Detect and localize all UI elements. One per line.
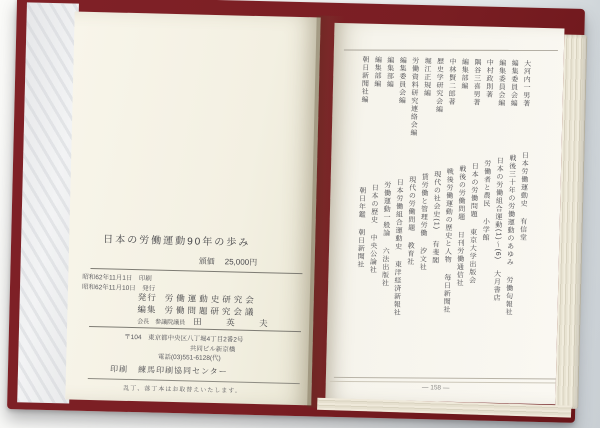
entry-author: 編集委員会編 bbox=[497, 58, 506, 108]
entry-publisher: 東洋経済新報社 bbox=[393, 260, 402, 317]
entry-publisher: 大月書店 bbox=[492, 269, 501, 303]
printer-label: 印刷 bbox=[109, 364, 129, 374]
bibliography-page bbox=[325, 23, 564, 405]
address-line: 〒104 東京都中央区八丁堀4丁目2番2号 bbox=[124, 333, 244, 344]
publisher-label: 発行 bbox=[137, 292, 157, 303]
entry-author: 隅谷三喜男著 bbox=[472, 58, 481, 107]
entry-title: 現代の労働問題 bbox=[407, 175, 416, 232]
printer-value: 練馬印刷協同センター bbox=[137, 365, 228, 377]
entry-publisher: 小学館 bbox=[481, 217, 490, 242]
print-dates bbox=[82, 273, 156, 295]
entry-author: 中村政則著 bbox=[485, 58, 494, 99]
open-book bbox=[7, 0, 585, 423]
entry-title: 労働運動一般論 bbox=[382, 181, 391, 238]
entry-author: 堀江正規編 bbox=[423, 57, 432, 98]
entry-title: 戦後の労働問題 bbox=[457, 164, 466, 222]
entry-author: 編集部編 bbox=[386, 56, 394, 89]
page-edge-line bbox=[330, 381, 560, 384]
entry-author: 労働資料研究連絡会編 bbox=[409, 56, 419, 137]
entry-title: 朝日年鑑 bbox=[358, 186, 366, 219]
price-line bbox=[199, 256, 258, 268]
entry-title: 賃労働と管理労働 bbox=[419, 173, 429, 238]
page-top-rule bbox=[344, 50, 558, 51]
phone-line: 電話(03)551-6128(代) bbox=[157, 353, 221, 363]
entry-author: 大河内一男著 bbox=[522, 59, 531, 108]
entry-title: 日本の歴史 bbox=[370, 183, 379, 224]
entry-publisher: 中央公論社 bbox=[369, 233, 378, 274]
entry-publisher: 毎日新聞社 bbox=[442, 273, 451, 314]
colophon-page bbox=[65, 12, 320, 406]
page-number: ― 158 ― bbox=[421, 384, 450, 392]
issued-date: 昭和62年11月10日 発行 bbox=[81, 283, 156, 293]
entry-author: 中林賢二郎著 bbox=[447, 57, 457, 106]
chairman-label: 会長 参議院議員 bbox=[137, 319, 186, 327]
entry-publisher: 日刊労働通信社 bbox=[455, 230, 465, 288]
chairman-name: 田 英 夫 bbox=[193, 316, 276, 329]
publisher-block bbox=[137, 292, 276, 332]
entry-publisher: 教育社 bbox=[406, 241, 415, 266]
book-title: 日本の労働運動90年の歩み bbox=[103, 234, 251, 249]
entry-title: 労働者と農民 bbox=[482, 159, 491, 208]
entry-publisher: 労働旬報社 bbox=[505, 276, 513, 317]
publisher-value: 労働運動史研究会 bbox=[164, 292, 257, 306]
editor-label: 編集 bbox=[137, 303, 157, 315]
address-building: 共同ビル新京橋 bbox=[189, 344, 236, 354]
entry-title: 日本の労働問題 bbox=[470, 162, 479, 219]
printed-date: 昭和62年11月1日 印刷 bbox=[82, 273, 152, 283]
entry-title: 現代の社会史(1) bbox=[432, 170, 441, 231]
entry-publisher: 六法出版社 bbox=[381, 247, 390, 288]
price-label: 頒価 bbox=[198, 256, 215, 267]
entry-author: 編集部編 bbox=[460, 57, 469, 91]
editor-value: 労働問題研究会議 bbox=[164, 304, 257, 317]
replacement-note: 乱丁、落丁本はお取替えいたします。 bbox=[123, 385, 242, 395]
printer-line bbox=[110, 364, 228, 378]
entry-author: 歴史学研究会編 bbox=[435, 57, 444, 114]
entry-title: 日本の労働組合運動(1)〜(6) bbox=[493, 156, 504, 261]
entry-author: 朝日新聞社編 bbox=[360, 55, 370, 104]
entry-title: 戦後労働運動の歴史と人物 bbox=[444, 167, 454, 264]
entry-publisher: 汐文社 bbox=[419, 247, 427, 272]
price-value: 25,000円 bbox=[224, 257, 258, 268]
entry-title: 日本労働組合運動史 bbox=[394, 178, 404, 251]
entry-title: 日本労働運動史 bbox=[520, 151, 529, 208]
address-block bbox=[66, 331, 301, 365]
entry-publisher: 有信堂 bbox=[519, 217, 527, 242]
entry-author: 編集委員会編 bbox=[398, 56, 407, 105]
bibliography-list bbox=[350, 55, 532, 381]
entry-publisher: 東京大学出版会 bbox=[468, 228, 477, 285]
entry-title: 戦後三十年の労働運動のあゆみ bbox=[506, 154, 516, 267]
entry-author: 編集委員会編 bbox=[510, 59, 519, 108]
entry-author: 編集部編 bbox=[373, 55, 382, 89]
entry-publisher: 有斐閣 bbox=[431, 239, 440, 265]
entry-publisher: 朝日新聞社 bbox=[356, 228, 365, 269]
